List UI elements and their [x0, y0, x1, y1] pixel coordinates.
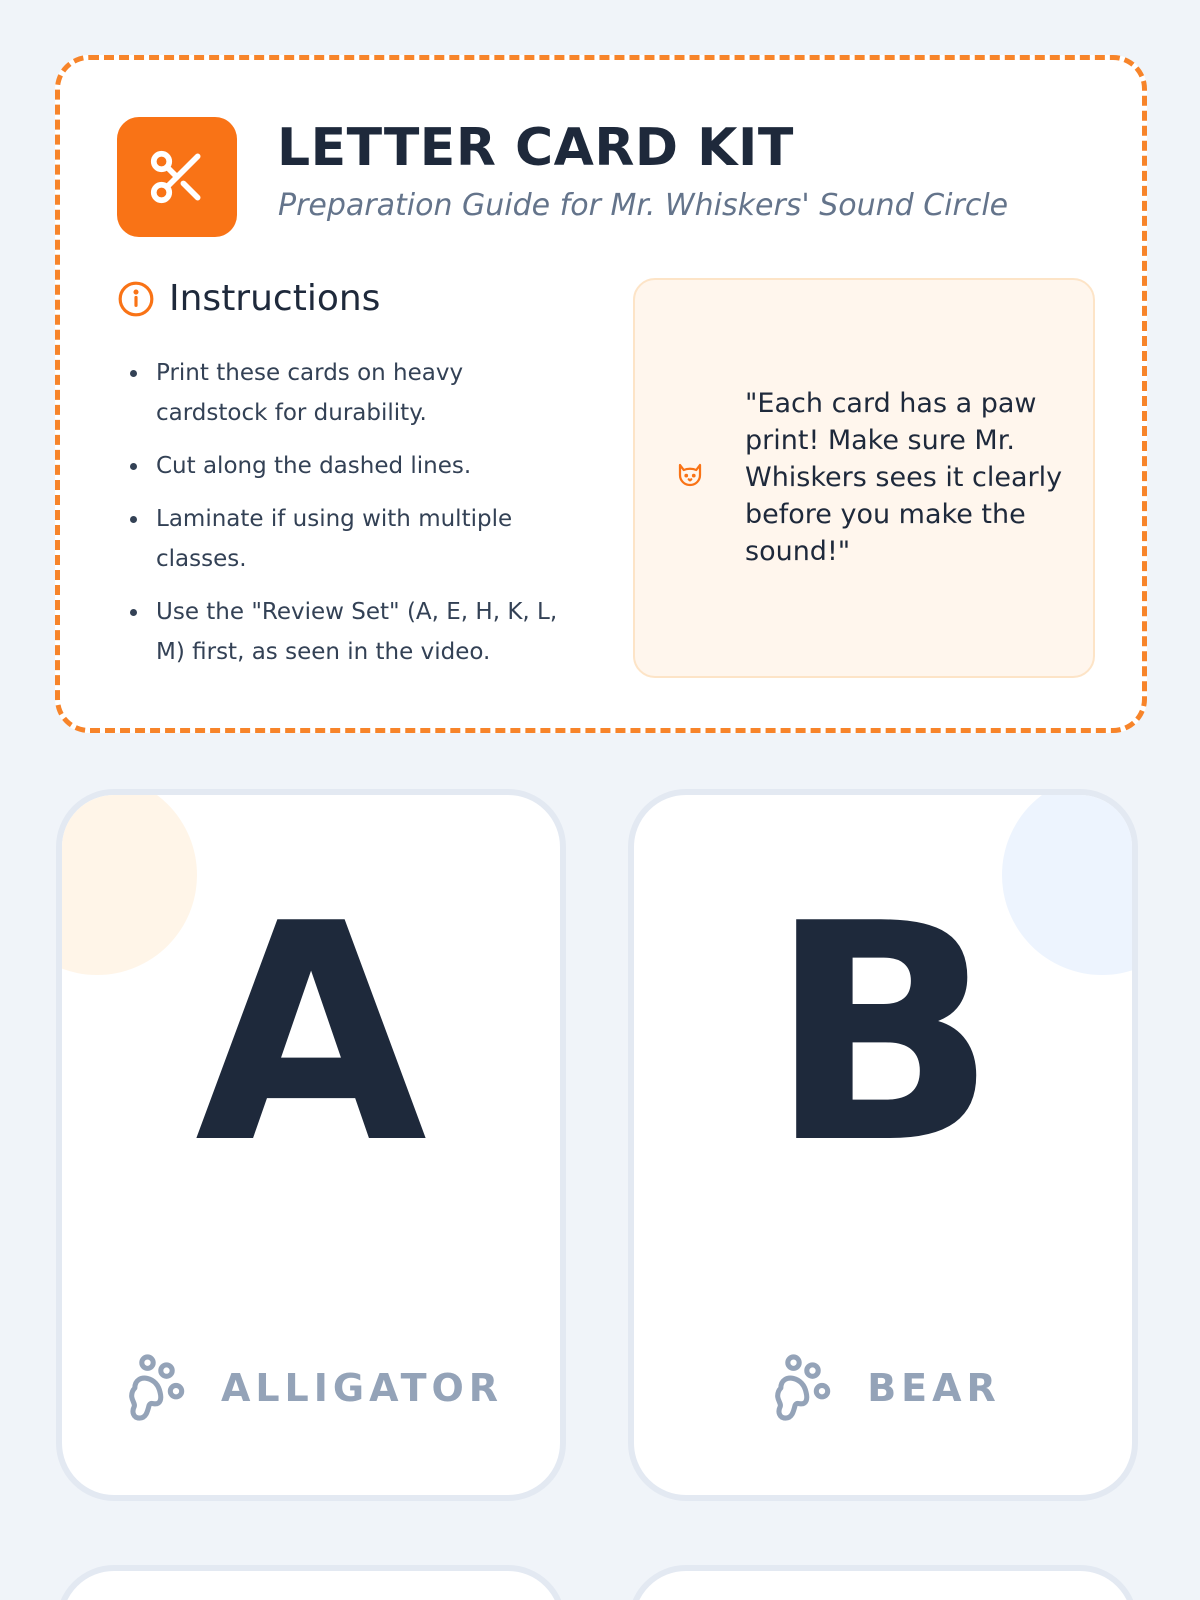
logo-badge — [117, 117, 237, 237]
instructions-heading — [117, 278, 380, 319]
card-word-row — [62, 1350, 560, 1426]
instruction-item: Use the "Review Set" (A, E, H, K, L, M) first, as seen in the video. — [128, 592, 578, 672]
paw-icon — [119, 1350, 195, 1426]
card-word: ALLIGATOR — [220, 1366, 504, 1410]
info-icon — [117, 280, 155, 318]
scissors-icon — [146, 146, 208, 208]
page-title: LETTER CARD KIT — [277, 118, 794, 178]
tip-callout — [633, 278, 1095, 678]
letter-card-next-left — [56, 1565, 566, 1600]
card-letter: A — [194, 860, 428, 1209]
card-word: BEAR — [867, 1366, 1001, 1410]
instructions-list — [128, 353, 578, 685]
letter-card-a — [56, 789, 566, 1501]
kit-header-card — [55, 55, 1147, 733]
letter-card-b — [628, 789, 1138, 1501]
instructions-title: Instructions — [169, 278, 381, 319]
instruction-item: Cut along the dashed lines. — [128, 446, 578, 486]
paw-icon — [765, 1350, 841, 1426]
instruction-item: Print these cards on heavy cardstock for durability. — [128, 353, 578, 433]
cat-icon — [675, 460, 705, 490]
card-letter: B — [768, 860, 998, 1209]
card-word-row — [634, 1350, 1132, 1426]
tip-text: "Each card has a paw print! Make sure Mr. Whiskers sees it clearly before you make the sound!" — [745, 388, 1063, 567]
letter-card-next-right — [628, 1565, 1138, 1600]
instruction-item: Laminate if using with multiple classes. — [128, 499, 578, 579]
page-subtitle: Preparation Guide for Mr. Whiskers' Sound Circle — [278, 188, 1009, 223]
